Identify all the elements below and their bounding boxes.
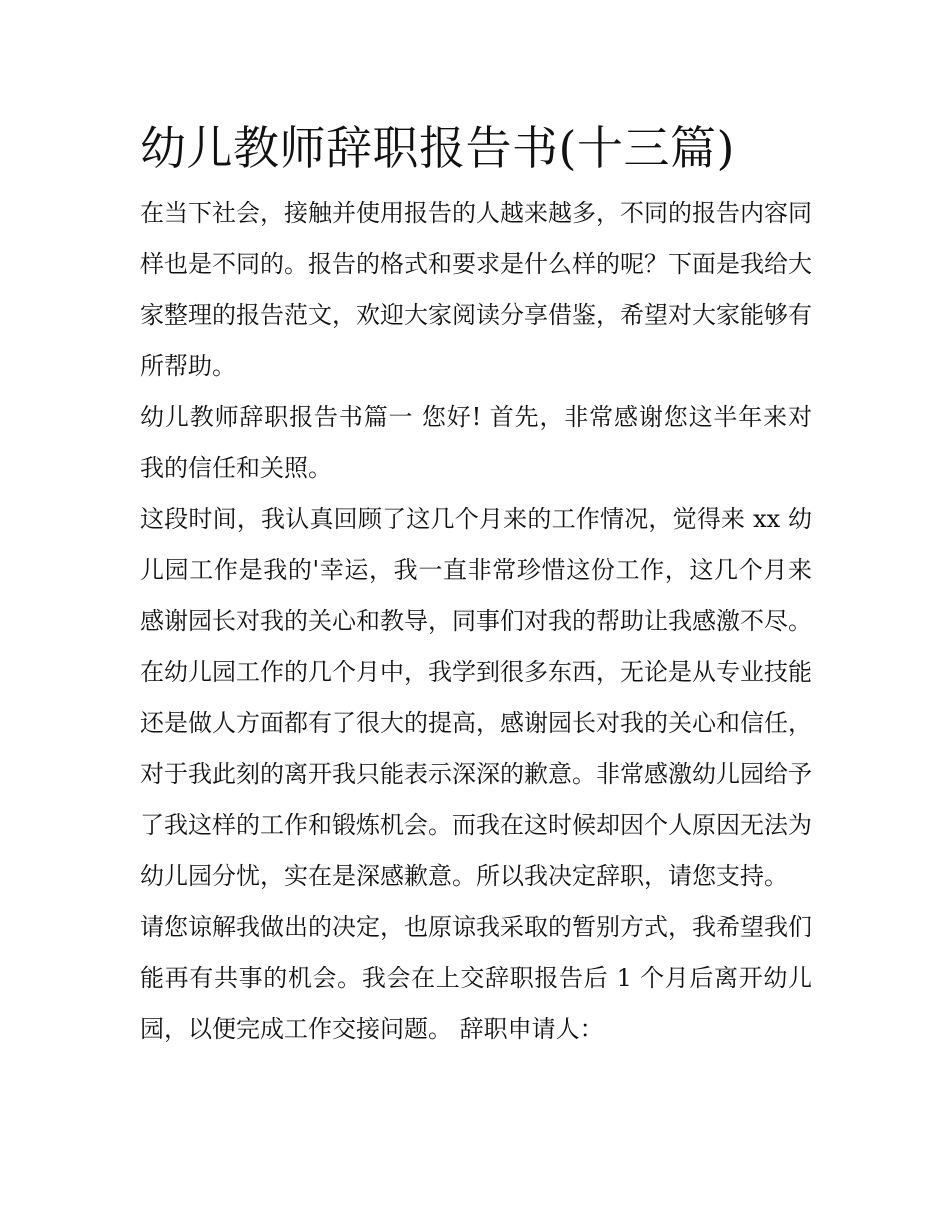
paragraph-body: 这段时间，我认真回顾了这几个月来的工作情况，觉得来 xx 幼儿园工作是我的'幸运，我一直非常珍惜这份工作，这几个月来感谢园长对我的关心和教导，同事们对我的帮助让我感激不尽。在幼儿园工作的几个月中，我学到很多东西，无论是从专业技能还是做人方面都有了很大的提高，感谢园长对我的关心和信任，对于我此刻的离开我只能表示深深的歉意。非常感激幼儿园给予了我这样的工作和锻炼机会。而我在这时候却因个人原因无法为幼儿园分忧，实在是深感歉意。所以我决定辞职，请您支持。 [140,505,812,890]
paragraph-greeting: 幼儿教师辞职报告书篇一 您好! 首先，非常感谢您这半年来对我的信任和关照。 [140,403,812,482]
document-page [140,112,812,1055]
paragraph-intro: 在当下社会，接触并使用报告的人越来越多，不同的报告内容同样也是不同的。报告的格式和要求是什么样的呢？下面是我给大家整理的报告范文，欢迎大家阅读分享借鉴，希望对大家能够有所帮助。 [140,199,812,380]
paragraph-closing: 请您谅解我做出的决定，也原谅我采取的暂别方式，我希望我们能再有共事的机会。我会在上交辞职报告后 1 个月后离开幼儿园，以便完成工作交接问题。 辞职申请人： [140,913,812,1043]
document-title: 幼儿教师辞职报告书(十三篇) [140,121,735,175]
